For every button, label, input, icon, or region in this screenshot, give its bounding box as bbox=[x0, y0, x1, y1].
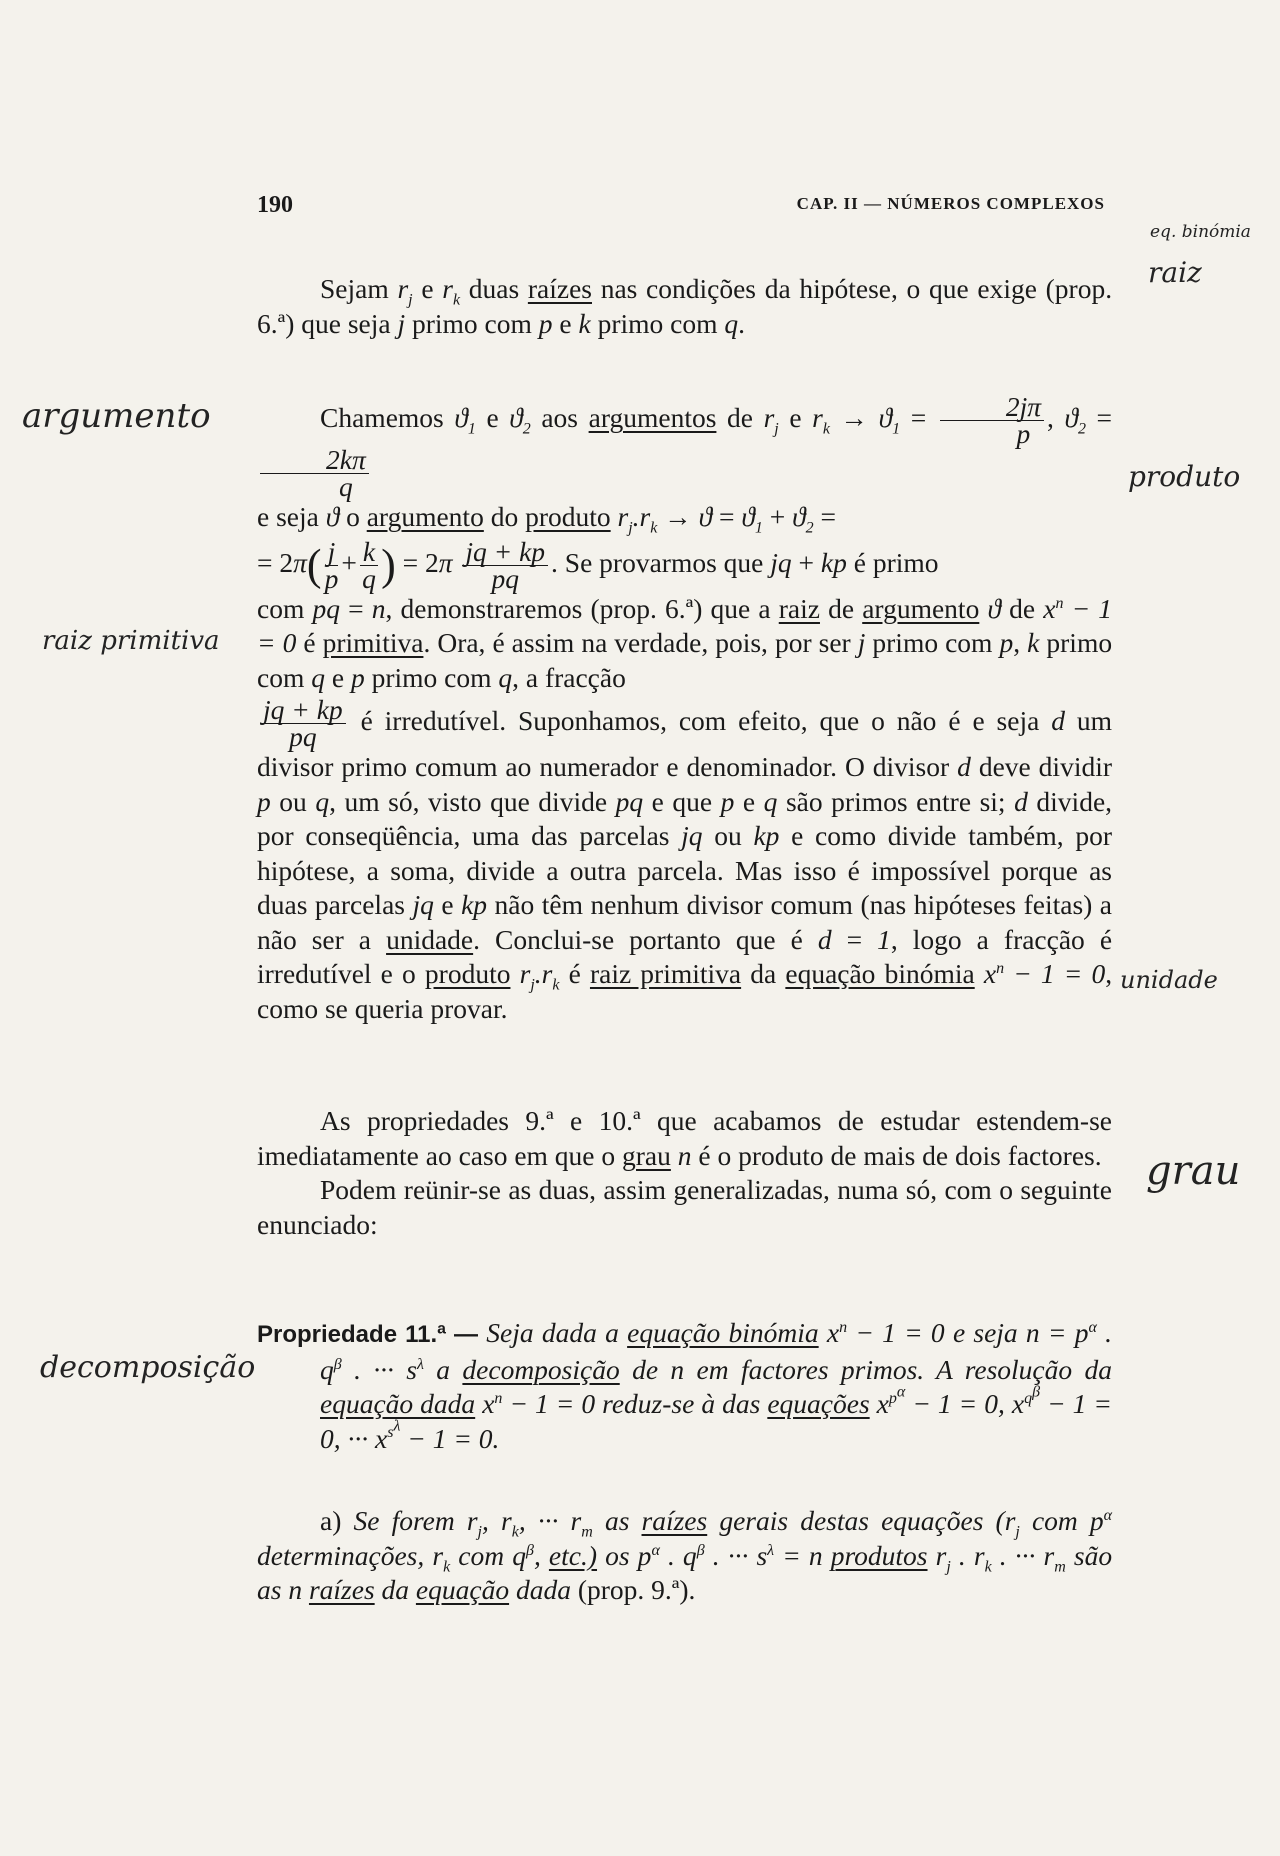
margin-note-unidade: unidade bbox=[1120, 966, 1218, 994]
margin-note-eq-binomia: eq. binómia bbox=[1150, 222, 1251, 242]
margin-note-argumento: argumento bbox=[22, 396, 211, 436]
property-11: Propriedade 11.ª — Seja dada a equação binómia $x^n - 1 = 0$ e seja $n = p^\alpha$ . $q^\beta$ . ··· $s^\lambda$ a decomposição de n em factores primos. A resolução da equação dada $x^n - 1 = 0$ reduz-se à das equações $x^{p^\alpha} - 1 = 0$, $x^{q^\beta} - 1 = 0$, ··· $x^{s^\lambda} - 1 = 0$. bbox=[257, 1317, 1112, 1454]
paragraph-hypothesis: Sejam $r_j$ e $r_k$ duas raízes nas condições da hipótese, o que exige (prop. 6.ª) que seja j primo com p e k primo com q. bbox=[257, 273, 1113, 339]
margin-note-decomposicao: decomposição bbox=[40, 1350, 256, 1385]
item-a: a) Se forem $r_j$, $r_k$, ··· $r_m$ as raízes gerais destas equações ($r_j$ com $p^\alpha$ determinações, $r_k$ com $q^\beta$, etc.) os $p^\alpha$ . $q^\beta$ . ··· $s^\lambda = n$ produtos $r_j$ . $r_k$ . ··· $r_m$ são as n raízes da equação dada (prop. 9.ª). bbox=[257, 1505, 1113, 1605]
paragraph-enunciado: Podem reünir-se as duas, assim generalizadas, numa só, com o seguinte enunciado: bbox=[257, 1174, 1112, 1240]
margin-note-grau: grau bbox=[1146, 1148, 1241, 1194]
paragraph-proof: Chamemos $ϑ_1$ e $ϑ_2$ aos argumentos de $r_j$ e $r_k \to ϑ_1$ = $\frac{2j\pi}{p}$ , $ϑ_2$ = $\frac{2k\pi}{q}$ e seja ϑ o argumento do produto $r_j.r_k \to ϑ = ϑ_1 + ϑ_2$ = = 2π( $\frac{j}{p}$ + $\frac{k}{q}$ ) = 2π $\frac{jq + kp}{pq}$ . Se provarmos que jq + kp é primo com pq = n, demonstraremos (prop. 6.ª) que a raiz de argumento ϑ de $x^n - 1 = 0$ é primitiva. Ora, é assim na verdade, pois, por ser j primo com p, k primo com q e p primo com q, a fracção $\frac{jq + kp}{pq}$ é irredutível. Suponhamos, com efeito, que o não é e seja d um divisor primo comum ao numerador e denominador. O divisor d deve dividir p ou q, um só, visto que divide pq e que p e q são primos entre si; d divide, por conseqüência, uma das parcelas jq ou kp e como divide também, por hipótese, a soma, divide a outra parcela. Mas isso é impossível porque as duas parcelas jq e kp não têm nenhum divisor comum (nas hipóteses feitas) a não ser a unidade. Conclui-se portanto que é d = 1, logo a fracção é irredutível e o produto $r_j.r_k$ é raiz primitiva da equação binómia $x^n - 1 = 0$, como se queria provar. bbox=[257, 391, 1113, 1024]
chapter-title: CAP. II — NÚMEROS COMPLEXOS bbox=[796, 194, 1105, 213]
paragraph-generalization: As propriedades 9.ª e 10.ª que acabamos de estudar estendem-se imediatamente ao caso em que o grau n é o produto de mais de dois factores. Podem reünir-se as duas, assim generalizadas, numa só, com o seguinte enunciado: bbox=[257, 1104, 1112, 1242]
margin-note-produto: produto bbox=[1128, 460, 1241, 493]
margin-note-raiz: raiz bbox=[1148, 256, 1202, 289]
margin-note-raiz-primitiva: raiz primitiva bbox=[42, 626, 220, 656]
page-number: 190 bbox=[257, 192, 293, 218]
